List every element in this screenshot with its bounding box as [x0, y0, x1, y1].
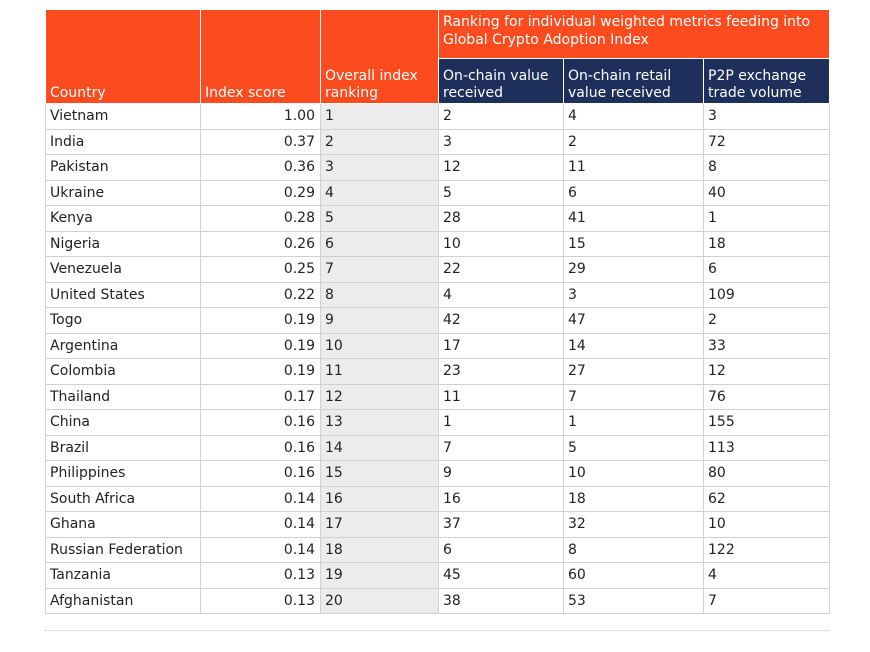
cell-overall-ranking: 6 — [321, 231, 439, 257]
cell-onchain-value: 7 — [439, 435, 564, 461]
cell-onchain-retail: 3 — [564, 282, 704, 308]
cell-overall-ranking: 5 — [321, 206, 439, 232]
cell-onchain-retail: 60 — [564, 563, 704, 589]
table-row — [46, 384, 830, 410]
cell-onchain-retail: 29 — [564, 257, 704, 283]
cell-index-score: 0.25 — [201, 257, 321, 283]
cell-onchain-value: 1 — [439, 410, 564, 436]
table-row — [46, 588, 830, 614]
cell-onchain-retail: 32 — [564, 512, 704, 538]
header-country: Country — [46, 10, 201, 104]
cell-overall-ranking: 15 — [321, 461, 439, 487]
cell-onchain-retail: 41 — [564, 206, 704, 232]
table-row — [46, 359, 830, 385]
cell-onchain-value: 6 — [439, 537, 564, 563]
cell-country: Venezuela — [46, 257, 201, 283]
cell-overall-ranking: 20 — [321, 588, 439, 614]
cell-p2p-volume: 155 — [704, 410, 830, 436]
cell-index-score: 0.19 — [201, 359, 321, 385]
cell-index-score: 0.16 — [201, 410, 321, 436]
header-p2p-volume: P2P exchange trade volume — [704, 59, 830, 104]
table-row — [46, 435, 830, 461]
cell-overall-ranking: 13 — [321, 410, 439, 436]
cell-country: China — [46, 410, 201, 436]
cell-country: Thailand — [46, 384, 201, 410]
crypto-adoption-table — [45, 9, 830, 614]
cell-index-score: 0.26 — [201, 231, 321, 257]
cell-overall-ranking: 9 — [321, 308, 439, 334]
cell-overall-ranking: 12 — [321, 384, 439, 410]
cell-overall-ranking: 18 — [321, 537, 439, 563]
header-overall-ranking: Overall index ranking — [321, 10, 439, 104]
cell-index-score: 1.00 — [201, 104, 321, 130]
table-row — [46, 282, 830, 308]
cell-p2p-volume: 122 — [704, 537, 830, 563]
cell-overall-ranking: 17 — [321, 512, 439, 538]
cell-p2p-volume: 8 — [704, 155, 830, 181]
table-body — [46, 104, 830, 614]
cell-index-score: 0.29 — [201, 180, 321, 206]
table-row — [46, 563, 830, 589]
cell-p2p-volume: 80 — [704, 461, 830, 487]
cell-onchain-value: 23 — [439, 359, 564, 385]
table-row — [46, 537, 830, 563]
cell-overall-ranking: 19 — [321, 563, 439, 589]
cell-country: Ghana — [46, 512, 201, 538]
table-row — [46, 308, 830, 334]
table-row — [46, 104, 830, 130]
table-row — [46, 257, 830, 283]
cell-country: Ukraine — [46, 180, 201, 206]
cell-onchain-value: 17 — [439, 333, 564, 359]
cell-onchain-value: 2 — [439, 104, 564, 130]
cell-p2p-volume: 2 — [704, 308, 830, 334]
cell-onchain-value: 16 — [439, 486, 564, 512]
cell-p2p-volume: 33 — [704, 333, 830, 359]
cell-p2p-volume: 1 — [704, 206, 830, 232]
cell-overall-ranking: 14 — [321, 435, 439, 461]
cell-index-score: 0.13 — [201, 563, 321, 589]
cell-country: United States — [46, 282, 201, 308]
cell-index-score: 0.19 — [201, 308, 321, 334]
table-row — [46, 410, 830, 436]
cell-onchain-value: 3 — [439, 129, 564, 155]
cell-onchain-retail: 4 — [564, 104, 704, 130]
cell-country: Nigeria — [46, 231, 201, 257]
cell-overall-ranking: 4 — [321, 180, 439, 206]
cell-onchain-value: 42 — [439, 308, 564, 334]
cell-onchain-value: 45 — [439, 563, 564, 589]
header-onchain-value: On-chain value received — [439, 59, 564, 104]
cell-onchain-value: 4 — [439, 282, 564, 308]
table-row — [46, 461, 830, 487]
cell-onchain-value: 11 — [439, 384, 564, 410]
table-row — [46, 206, 830, 232]
cell-index-score: 0.19 — [201, 333, 321, 359]
cell-country: Togo — [46, 308, 201, 334]
table-row — [46, 155, 830, 181]
cell-p2p-volume: 10 — [704, 512, 830, 538]
cell-overall-ranking: 7 — [321, 257, 439, 283]
cell-index-score: 0.16 — [201, 435, 321, 461]
cell-country: Argentina — [46, 333, 201, 359]
cell-onchain-retail: 5 — [564, 435, 704, 461]
cell-p2p-volume: 6 — [704, 257, 830, 283]
cell-country: Afghanistan — [46, 588, 201, 614]
cell-onchain-value: 5 — [439, 180, 564, 206]
divider — [45, 630, 829, 631]
cell-onchain-retail: 1 — [564, 410, 704, 436]
table-row — [46, 486, 830, 512]
cell-onchain-retail: 6 — [564, 180, 704, 206]
cell-country: Pakistan — [46, 155, 201, 181]
cell-overall-ranking: 2 — [321, 129, 439, 155]
cell-onchain-retail: 27 — [564, 359, 704, 385]
cell-p2p-volume: 4 — [704, 563, 830, 589]
cell-country: Vietnam — [46, 104, 201, 130]
cell-onchain-retail: 11 — [564, 155, 704, 181]
cell-onchain-value: 9 — [439, 461, 564, 487]
cell-country: India — [46, 129, 201, 155]
cell-country: Kenya — [46, 206, 201, 232]
header-onchain-retail: On-chain retail value received — [564, 59, 704, 104]
header-index-score: Index score — [201, 10, 321, 104]
cell-country: Colombia — [46, 359, 201, 385]
cell-index-score: 0.14 — [201, 486, 321, 512]
cell-onchain-retail: 14 — [564, 333, 704, 359]
cell-index-score: 0.13 — [201, 588, 321, 614]
table-row — [46, 129, 830, 155]
cell-index-score: 0.28 — [201, 206, 321, 232]
cell-onchain-retail: 47 — [564, 308, 704, 334]
cell-p2p-volume: 76 — [704, 384, 830, 410]
cell-onchain-retail: 10 — [564, 461, 704, 487]
cell-overall-ranking: 1 — [321, 104, 439, 130]
cell-country: Brazil — [46, 435, 201, 461]
cell-onchain-retail: 15 — [564, 231, 704, 257]
cell-onchain-value: 10 — [439, 231, 564, 257]
cell-onchain-retail: 18 — [564, 486, 704, 512]
cell-p2p-volume: 40 — [704, 180, 830, 206]
cell-country: South Africa — [46, 486, 201, 512]
header-metrics-group: Ranking for individual weighted metrics feeding into Global Crypto Adoption Index — [439, 10, 830, 59]
table-row — [46, 180, 830, 206]
cell-p2p-volume: 72 — [704, 129, 830, 155]
table-row — [46, 231, 830, 257]
cell-overall-ranking: 8 — [321, 282, 439, 308]
cell-onchain-value: 28 — [439, 206, 564, 232]
cell-overall-ranking: 10 — [321, 333, 439, 359]
cell-country: Tanzania — [46, 563, 201, 589]
cell-overall-ranking: 16 — [321, 486, 439, 512]
cell-index-score: 0.14 — [201, 512, 321, 538]
cell-p2p-volume: 3 — [704, 104, 830, 130]
cell-p2p-volume: 12 — [704, 359, 830, 385]
cell-p2p-volume: 109 — [704, 282, 830, 308]
cell-overall-ranking: 11 — [321, 359, 439, 385]
cell-p2p-volume: 18 — [704, 231, 830, 257]
cell-onchain-value: 12 — [439, 155, 564, 181]
cell-country: Philippines — [46, 461, 201, 487]
table-row — [46, 333, 830, 359]
cell-index-score: 0.22 — [201, 282, 321, 308]
cell-onchain-value: 38 — [439, 588, 564, 614]
cell-p2p-volume: 7 — [704, 588, 830, 614]
cell-onchain-value: 22 — [439, 257, 564, 283]
cell-p2p-volume: 62 — [704, 486, 830, 512]
table-row — [46, 512, 830, 538]
cell-onchain-retail: 8 — [564, 537, 704, 563]
cell-p2p-volume: 113 — [704, 435, 830, 461]
cell-index-score: 0.17 — [201, 384, 321, 410]
cell-onchain-retail: 7 — [564, 384, 704, 410]
cell-onchain-value: 37 — [439, 512, 564, 538]
cell-country: Russian Federation — [46, 537, 201, 563]
cell-index-score: 0.37 — [201, 129, 321, 155]
cell-onchain-retail: 53 — [564, 588, 704, 614]
cell-onchain-retail: 2 — [564, 129, 704, 155]
cell-index-score: 0.16 — [201, 461, 321, 487]
cell-overall-ranking: 3 — [321, 155, 439, 181]
cell-index-score: 0.14 — [201, 537, 321, 563]
cell-index-score: 0.36 — [201, 155, 321, 181]
